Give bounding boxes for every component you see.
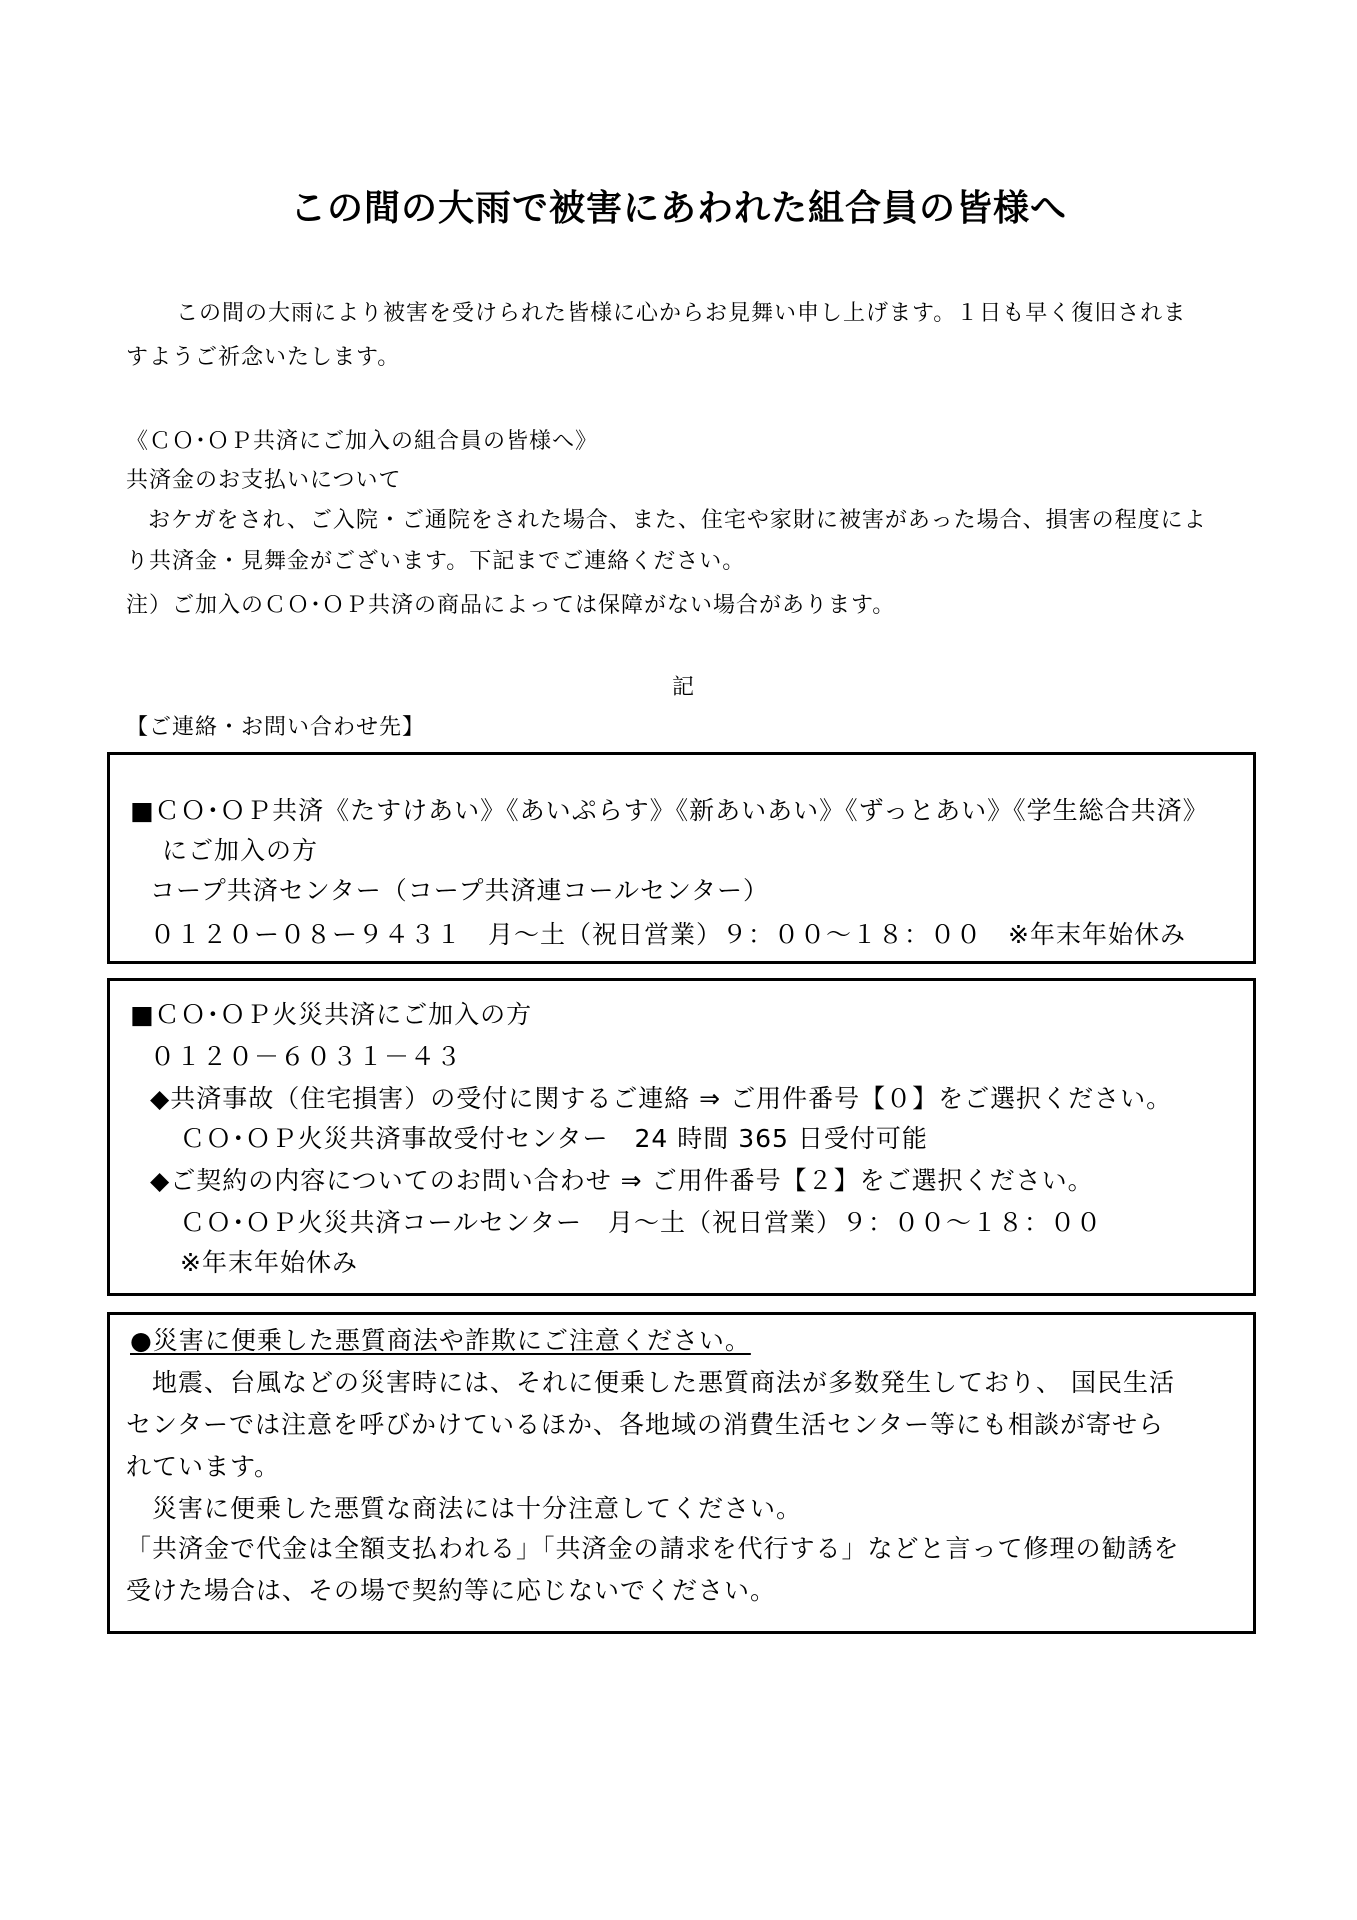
fraud-warning-line-3: れています。 — [126, 1452, 281, 1481]
contact-label: 【ご連絡・お問い合わせ先】 — [126, 715, 426, 740]
ki-marker: 記 — [672, 675, 696, 700]
box2-line-1: ■ＣＯ･ＯＰ火災共済にご加入の方 — [130, 1000, 533, 1029]
coop-note: 注）ご加入のＣＯ･ＯＰ共済の商品によっては保障がない場合があります。 — [126, 593, 896, 618]
box1-line-2: にご加入の方 — [162, 836, 319, 865]
box2-line-6: ＣＯ･ＯＰ火災共済コールセンター 月～土（祝日営業）９：００～１８：００ — [180, 1208, 1103, 1237]
coop-section-subheading: 共済金のお支払いについて — [126, 468, 402, 493]
box2-line-3: ◆共済事故（住宅損害）の受付に関するご連絡 ⇒ ご用件番号【０】をご選択ください。 — [150, 1084, 1173, 1113]
intro-line-2: すようご祈念いたします。 — [126, 345, 401, 370]
intro-line-1: この間の大雨により被害を受けられた皆様に心からお見舞い申し上げます。１日も早く復旧されま — [176, 301, 1187, 326]
fraud-warning-box — [107, 1312, 1256, 1634]
box1-phone-line: ０１２０ー０８ー９４３１ 月～土（祝日営業）９：００～１８：００ ※年末年始休み — [150, 920, 1186, 949]
coop-fire-kyosai-contact-box — [107, 978, 1256, 1296]
box2-phone-line: ０１２０－６０３１－４３ — [150, 1042, 463, 1071]
page-title: この間の大雨で被害にあわれた組合員の皆様へ — [289, 188, 1067, 229]
fraud-warning-line-6: 受けた場合は、その場で契約等に応じないでください。 — [126, 1576, 777, 1605]
box1-line-1: ■ＣＯ･ＯＰ共済《たすけあい》《あいぷらす》《新あいあい》《ずっとあい》《学生総合共済》 — [130, 796, 1209, 825]
box2-line-7: ※年末年始休み — [180, 1248, 358, 1277]
coop-kyosai-contact-box — [107, 752, 1256, 964]
fraud-warning-line-1: 地震、台風などの災害時には、それに便乗した悪質商法が多数発生しており、 国民生活 — [152, 1368, 1175, 1397]
fraud-warning-line-2: センターでは注意を呼びかけているほか、各地域の消費生活センター等にも相談が寄せら — [126, 1410, 1165, 1439]
fraud-warning-line-5: 「共済金で代金は全額支払われる」「共済金の請求を代行する」などと言って修理の勧誘を — [126, 1534, 1180, 1563]
coop-section-heading: 《ＣＯ･ＯＰ共済にご加入の組合員の皆様へ》 — [126, 429, 599, 454]
box1-line-3: コープ共済センター（コープ共済連コールセンター） — [150, 876, 770, 905]
coop-paragraph-line-1: おケガをされ、ご入院・ご通院をされた場合、また、住宅や家財に被害があった場合、損害の程度によ — [148, 508, 1207, 533]
box2-line-5: ◆ご契約の内容についてのお問い合わせ ⇒ ご用件番号【２】をご選択ください。 — [150, 1166, 1094, 1195]
fraud-warning-heading: ●災害に便乗した悪質商法や詐欺にご注意ください。 — [130, 1326, 751, 1355]
box2-line-4: ＣＯ･ＯＰ火災共済事故受付センター 24 時間 365 日受付可能 — [180, 1124, 928, 1153]
fraud-warning-line-4: 災害に便乗した悪質な商法には十分注意してください。 — [152, 1494, 803, 1523]
coop-paragraph-line-2: り共済金・見舞金がございます。下記までご連絡ください。 — [126, 549, 746, 574]
